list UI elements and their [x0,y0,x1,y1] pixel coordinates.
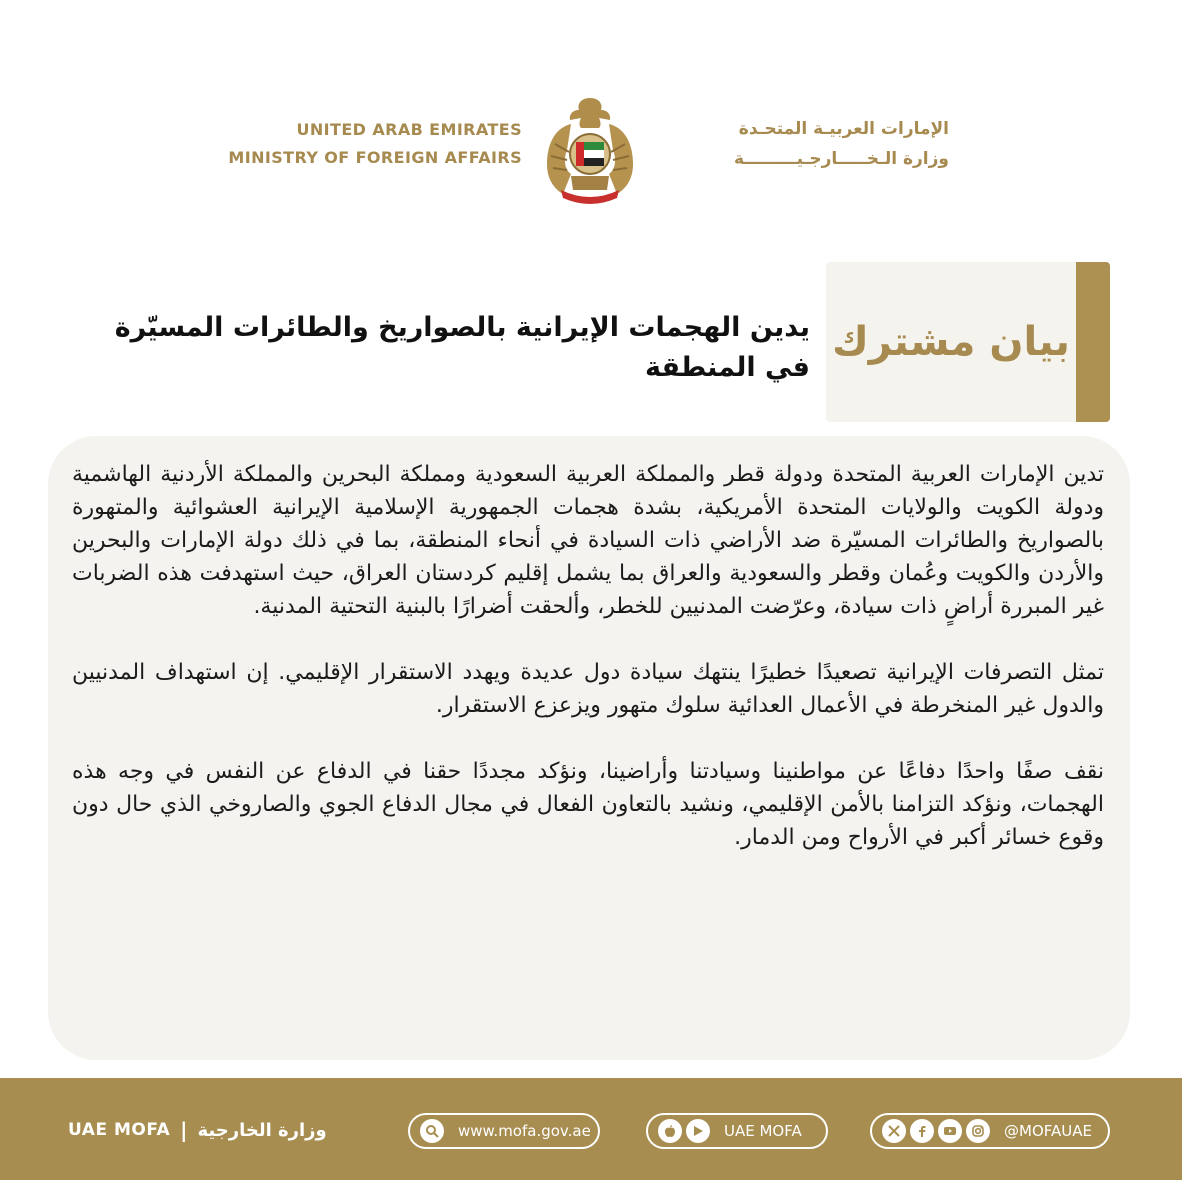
website-link[interactable] [408,1113,600,1149]
footer-brand-en: UAE MOFA [68,1120,171,1140]
facebook-icon[interactable] [910,1119,934,1143]
ministry-title-en: MINISTRY OF FOREIGN AFFAIRS [228,148,522,167]
ministry-name-ar [657,114,949,174]
statement-label: بيان مشترك [832,319,1070,365]
statement-headline: يدين الهجمات الإيرانية بالصواريخ والطائرات المسيّرة في المنطقة [114,312,810,383]
ministry-title-ar: وزارة الـخـــــارجـيـــــــــة [733,149,949,169]
social-handle: @MOFAUAE [1004,1122,1092,1140]
body-paragraph: تدين الإمارات العربية المتحدة ودولة قطر والمملكة العربية السعودية ومملكة البحرين والمملكة الأردنية الهاشمية ودولة الكويت والولايات المتحدة الأمريكية، بشدة هجمات الجمهورية الإسلامية الإيرانية العشوائية والمتهورة بالصواريخ والطائرات المسيّرة ضد الأراضي ذات السيادة في أنحاء المنطقة، بما في ذلك دولة الإمارات والبحرين والأردن والكويت وعُمان وقطر والسعودية والعراق بما يشمل إقليم كردستان العراق، حيث استهدفت هذه الضربات غير المبررة أراضٍ ذات سيادة، وعرّضت المدنيين للخطر، وألحقت أضرارًا بالبنية التحتية المدنية. [72,462,1104,619]
country-name-en: UNITED ARAB EMIRATES [296,120,522,139]
instagram-icon[interactable] [966,1119,990,1143]
footer-brand [68,1114,327,1146]
ministry-name-en [228,116,522,172]
statement-body [72,458,1104,854]
play-store-icon[interactable] [686,1119,710,1143]
uae-emblem-falcon [541,94,639,206]
website-url: www.mofa.gov.ae [458,1122,591,1140]
body-paragraph: تمثل التصرفات الإيرانية تصعيدًا خطيرًا ينتهك سيادة دول عديدة ويهدد الاستقرار الإقليمي. إن استهداف المدنيين والدول غير المنخرطة في الأعمال العدائية سلوك متهور ويزعزع الاستقرار. [72,660,1104,718]
footer-brand-ar: وزارة الخارجية [197,1119,327,1141]
app-download-link[interactable] [646,1113,828,1149]
x-icon[interactable] [882,1119,906,1143]
search-icon [420,1119,444,1143]
statement-label-accent-bar [1076,262,1110,422]
body-paragraph: نقف صفًا واحدًا دفاعًا عن مواطنينا وسيادتنا وأراضينا، ونؤكد مجددًا حقنا في الدفاع عن النفس في وجه هذه الهجمات، ونؤكد التزامنا بالأمن الإقليمي، ونشيد بالتعاون الفعال في مجال الدفاع الجوي والصاروخي الذي حال دون وقوع خسائر أكبر في الأرواح ومن الدمار. [72,759,1104,850]
youtube-icon[interactable] [938,1119,962,1143]
social-links[interactable] [870,1113,1110,1149]
country-name-ar: الإمارات العربيـة المتحـدة [738,119,949,139]
footer-brand-separator: | [180,1118,188,1142]
apple-icon[interactable] [658,1119,682,1143]
letterhead [0,0,1182,250]
app-label: UAE MOFA [724,1122,802,1140]
